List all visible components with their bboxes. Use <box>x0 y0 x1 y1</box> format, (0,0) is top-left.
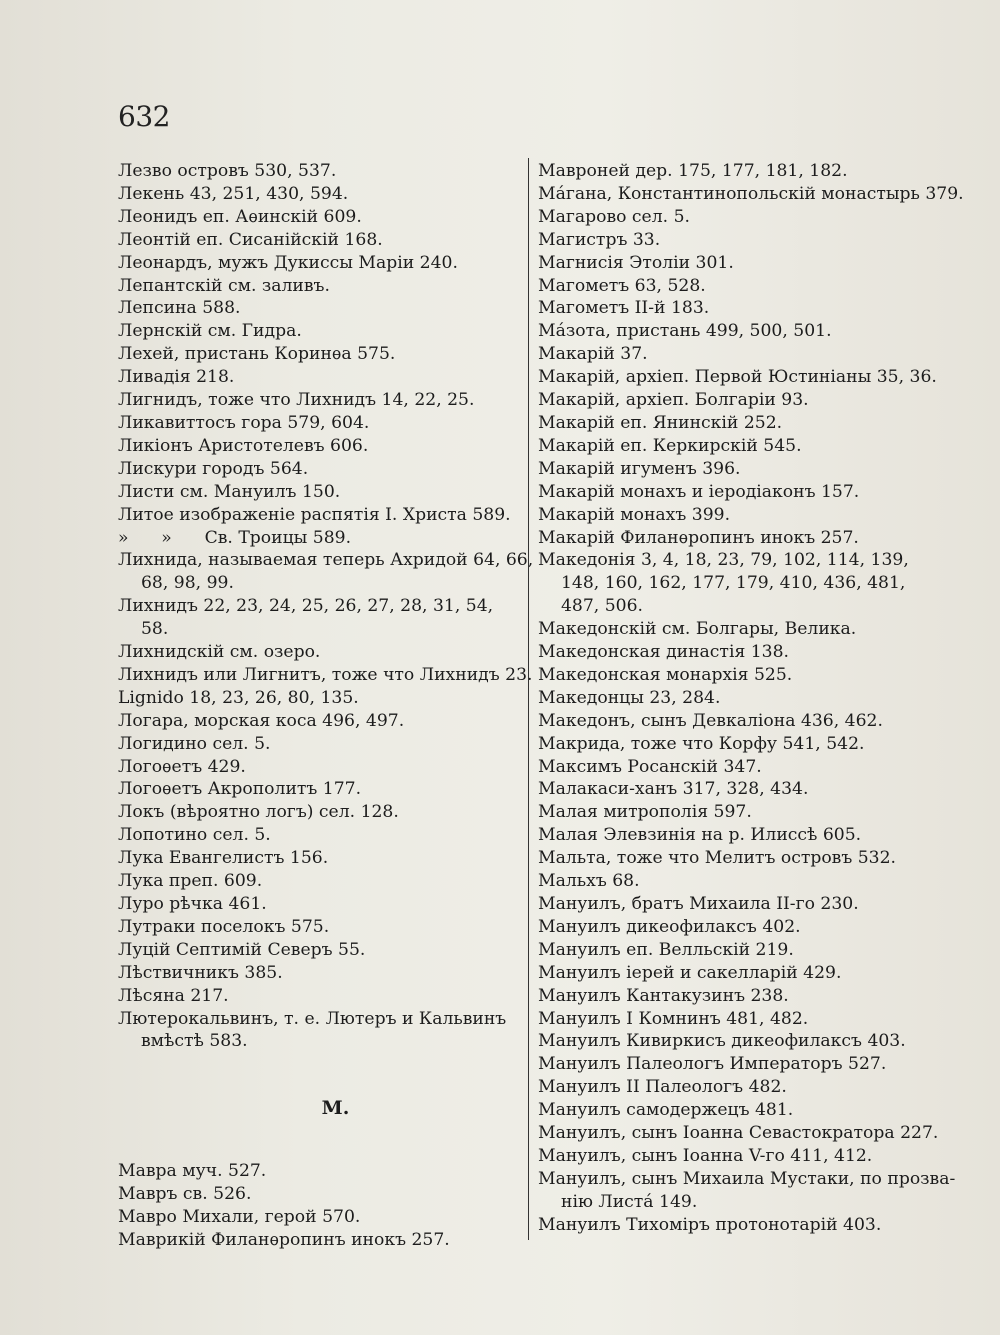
index-entry: Логидино сел. 5. <box>118 733 271 754</box>
index-entry: Литое изображеніе распятія І. Христа 589. <box>118 504 511 525</box>
index-entry: Магометъ II-й 183. <box>538 298 710 319</box>
index-entry: Лепантскій см. заливъ. <box>118 275 330 296</box>
index-entry: Мануилъ іерей и сакелларій 429. <box>538 962 842 983</box>
index-entry: Мавро Михали, герой 570. <box>118 1207 361 1228</box>
index-entry: Мануилъ Тихоміръ протонотарій 403. <box>538 1214 882 1235</box>
index-entry: Лискури городъ 564. <box>118 458 309 479</box>
index-entry: Мальхъ 68. <box>538 871 640 892</box>
index-entry-continuation: нію Листá 149. <box>561 1191 698 1212</box>
index-entry: Макарій, архіеп. Болгаріи 93. <box>538 390 809 411</box>
index-entry: Мануилъ, сынъ Михаила Мустаки, по прозва- <box>538 1168 956 1189</box>
index-entry: Мавръ св. 526. <box>118 1184 252 1205</box>
index-entry: Македонскій см. Болгары, Велика. <box>538 619 857 640</box>
index-entry-ditto: » » Св. Троицы 589. <box>118 527 352 548</box>
index-column-left <box>118 160 534 1252</box>
index-entry: Максимъ Росанскій 347. <box>538 756 762 777</box>
index-entry: Македонская монархія 525. <box>538 664 793 685</box>
index-entry: Лепсина 588. <box>118 298 241 319</box>
index-entry: Ликіонъ Аристотелевъ 606. <box>118 435 369 456</box>
index-entry: Мануилъ I Комнинъ 481, 482. <box>538 1008 809 1029</box>
index-entry: Мавроней дер. 175, 177, 181, 182. <box>538 161 848 181</box>
index-entry-continuation: вмѣстѣ 583. <box>141 1031 248 1052</box>
index-entry: Мануилъ дикеофилаксъ 402. <box>538 916 801 937</box>
section-letter-heading: М. <box>321 1097 350 1120</box>
index-entry: Lignido 18, 23, 26, 80, 135. <box>118 687 359 708</box>
index-entry: Лезво островъ 530, 537. <box>118 161 337 181</box>
index-entry: Мáгана, Константинопольскій монастырь 379. <box>538 183 964 204</box>
index-entry: Мавра муч. 527. <box>118 1161 267 1182</box>
index-entry: Логоѳетъ Акрополитъ 177. <box>118 779 362 800</box>
index-entry: Леонидъ еп. Аѳинскій 609. <box>118 206 362 227</box>
index-entry: Макарій игуменъ 396. <box>538 458 741 479</box>
index-entry: Лихнидскій см. озеро. <box>118 642 321 663</box>
index-entry: Мануилъ еп. Велльскій 219. <box>538 939 794 960</box>
index-entry: Луро рѣчка 461. <box>118 894 267 914</box>
index-entry: Луцій Септимій Северъ 55. <box>118 939 366 960</box>
index-entry: Македонія 3, 4, 18, 23, 79, 102, 114, 139, <box>538 550 909 571</box>
index-entry: Лука преп. 609. <box>118 871 263 892</box>
index-entry: Македонская династія 138. <box>538 642 790 663</box>
index-entry: Лихнидъ или Лигнитъ, тоже что Лихнидъ 23. <box>118 664 533 685</box>
index-entry: Макарій Филанѳропинъ инокъ 257. <box>538 527 859 548</box>
index-entry-continuation: 487, 506. <box>561 596 644 617</box>
index-entry: Лихнидъ 22, 23, 24, 25, 26, 27, 28, 31, 54, <box>118 596 494 617</box>
index-entry: Лютерокальвинъ, т. е. Лютеръ и Кальвинъ <box>118 1008 507 1029</box>
index-entry: Мануилъ, сынъ Іоанна V-го 411, 412. <box>538 1145 873 1166</box>
index-entry: Мáзота, пристань 499, 500, 501. <box>538 321 832 342</box>
index-entry: Лехей, пристань Коринѳа 575. <box>118 344 396 365</box>
index-entry: Листи см. Мануилъ 150. <box>118 481 341 502</box>
index-entry: Малакаси-ханъ 317, 328, 434. <box>538 779 809 800</box>
index-column-right <box>538 160 964 1237</box>
index-entry: Лѣствичникъ 385. <box>118 962 283 983</box>
index-entry: Мануилъ Кивиркисъ дикеофилаксъ 403. <box>538 1031 906 1052</box>
index-entry: Лопотино сел. 5. <box>118 825 271 846</box>
index-entry: Макарій еп. Янинскій 252. <box>538 412 783 433</box>
index-entry: Логара, морская коса 496, 497. <box>118 710 405 731</box>
index-entry: Маврикій Филанѳропинъ инокъ 257. <box>118 1229 450 1250</box>
index-entry: Лигнидъ, тоже что Лихнидъ 14, 22, 25. <box>118 390 475 411</box>
index-entry: Лутраки поселокъ 575. <box>118 916 330 937</box>
index-entry: Мануилъ Палеологъ Императоръ 527. <box>538 1054 887 1075</box>
index-entry-continuation: 148, 160, 162, 177, 179, 410, 436, 481, <box>561 573 906 594</box>
index-entry: Макарій монахъ 399. <box>538 504 731 525</box>
index-entry-continuation: 58. <box>141 619 169 640</box>
index-entry: Макрида, тоже что Корфу 541, 542. <box>538 733 865 754</box>
index-entry: Макарій монахъ и іеродіаконъ 157. <box>538 481 860 502</box>
index-entry: Македонцы 23, 284. <box>538 687 721 708</box>
index-entry: Макарій 37. <box>538 344 648 365</box>
index-entry: Мануилъ самодержецъ 481. <box>538 1100 794 1121</box>
index-entry: Магнисія Этоліи 301. <box>538 252 734 273</box>
index-entry: Ливадія 218. <box>118 367 235 388</box>
index-entry: Лернскій см. Гидра. <box>118 321 302 342</box>
index-entry: Македонъ, сынъ Девкаліона 436, 462. <box>538 710 883 731</box>
index-entry: Магарово сел. 5. <box>538 206 690 227</box>
index-entry: Лѣсяна 217. <box>118 985 229 1006</box>
index-entry: Мануилъ, сынъ Іоанна Севастократора 227. <box>538 1123 939 1144</box>
index-entry: Ликавиттосъ гора 579, 604. <box>118 412 370 433</box>
index-entry: Мануилъ II Палеологъ 482. <box>538 1077 787 1098</box>
index-entry: Леонтій еп. Сисанійскій 168. <box>118 229 383 250</box>
index-entry: Мальта, тоже что Мелитъ островъ 532. <box>538 848 897 869</box>
page-number: 632 <box>118 100 170 133</box>
index-entry: Локъ (вѣроятно логъ) сел. 128. <box>118 802 399 823</box>
index-entry: Магистръ 33. <box>538 229 661 250</box>
index-entry: Логоѳетъ 429. <box>118 756 246 777</box>
index-entry: Лихнида, называемая теперь Ахридой 64, 66, <box>118 550 534 571</box>
index-entry: Мануилъ, братъ Михаила II-го 230. <box>538 894 859 914</box>
index-entry: Макарій, архіеп. Первой Юстиніаны 35, 36. <box>538 367 937 388</box>
index-entry-continuation: 68, 98, 99. <box>141 573 234 594</box>
index-entry: Малая Элевзинія на р. Илиссѣ 605. <box>538 825 862 846</box>
index-entry: Лекень 43, 251, 430, 594. <box>118 183 349 204</box>
index-entry: Малая митрополія 597. <box>538 802 752 823</box>
index-entry: Лука Евангелистъ 156. <box>118 848 329 869</box>
index-entry: Мануилъ Кантакузинъ 238. <box>538 985 789 1006</box>
column-divider <box>528 158 529 1240</box>
index-entry: Магометъ 63, 528. <box>538 275 706 296</box>
index-entry: Леонардъ, мужъ Дукиссы Маріи 240. <box>118 252 458 273</box>
index-entry: Макарій еп. Керкирскій 545. <box>538 435 802 456</box>
